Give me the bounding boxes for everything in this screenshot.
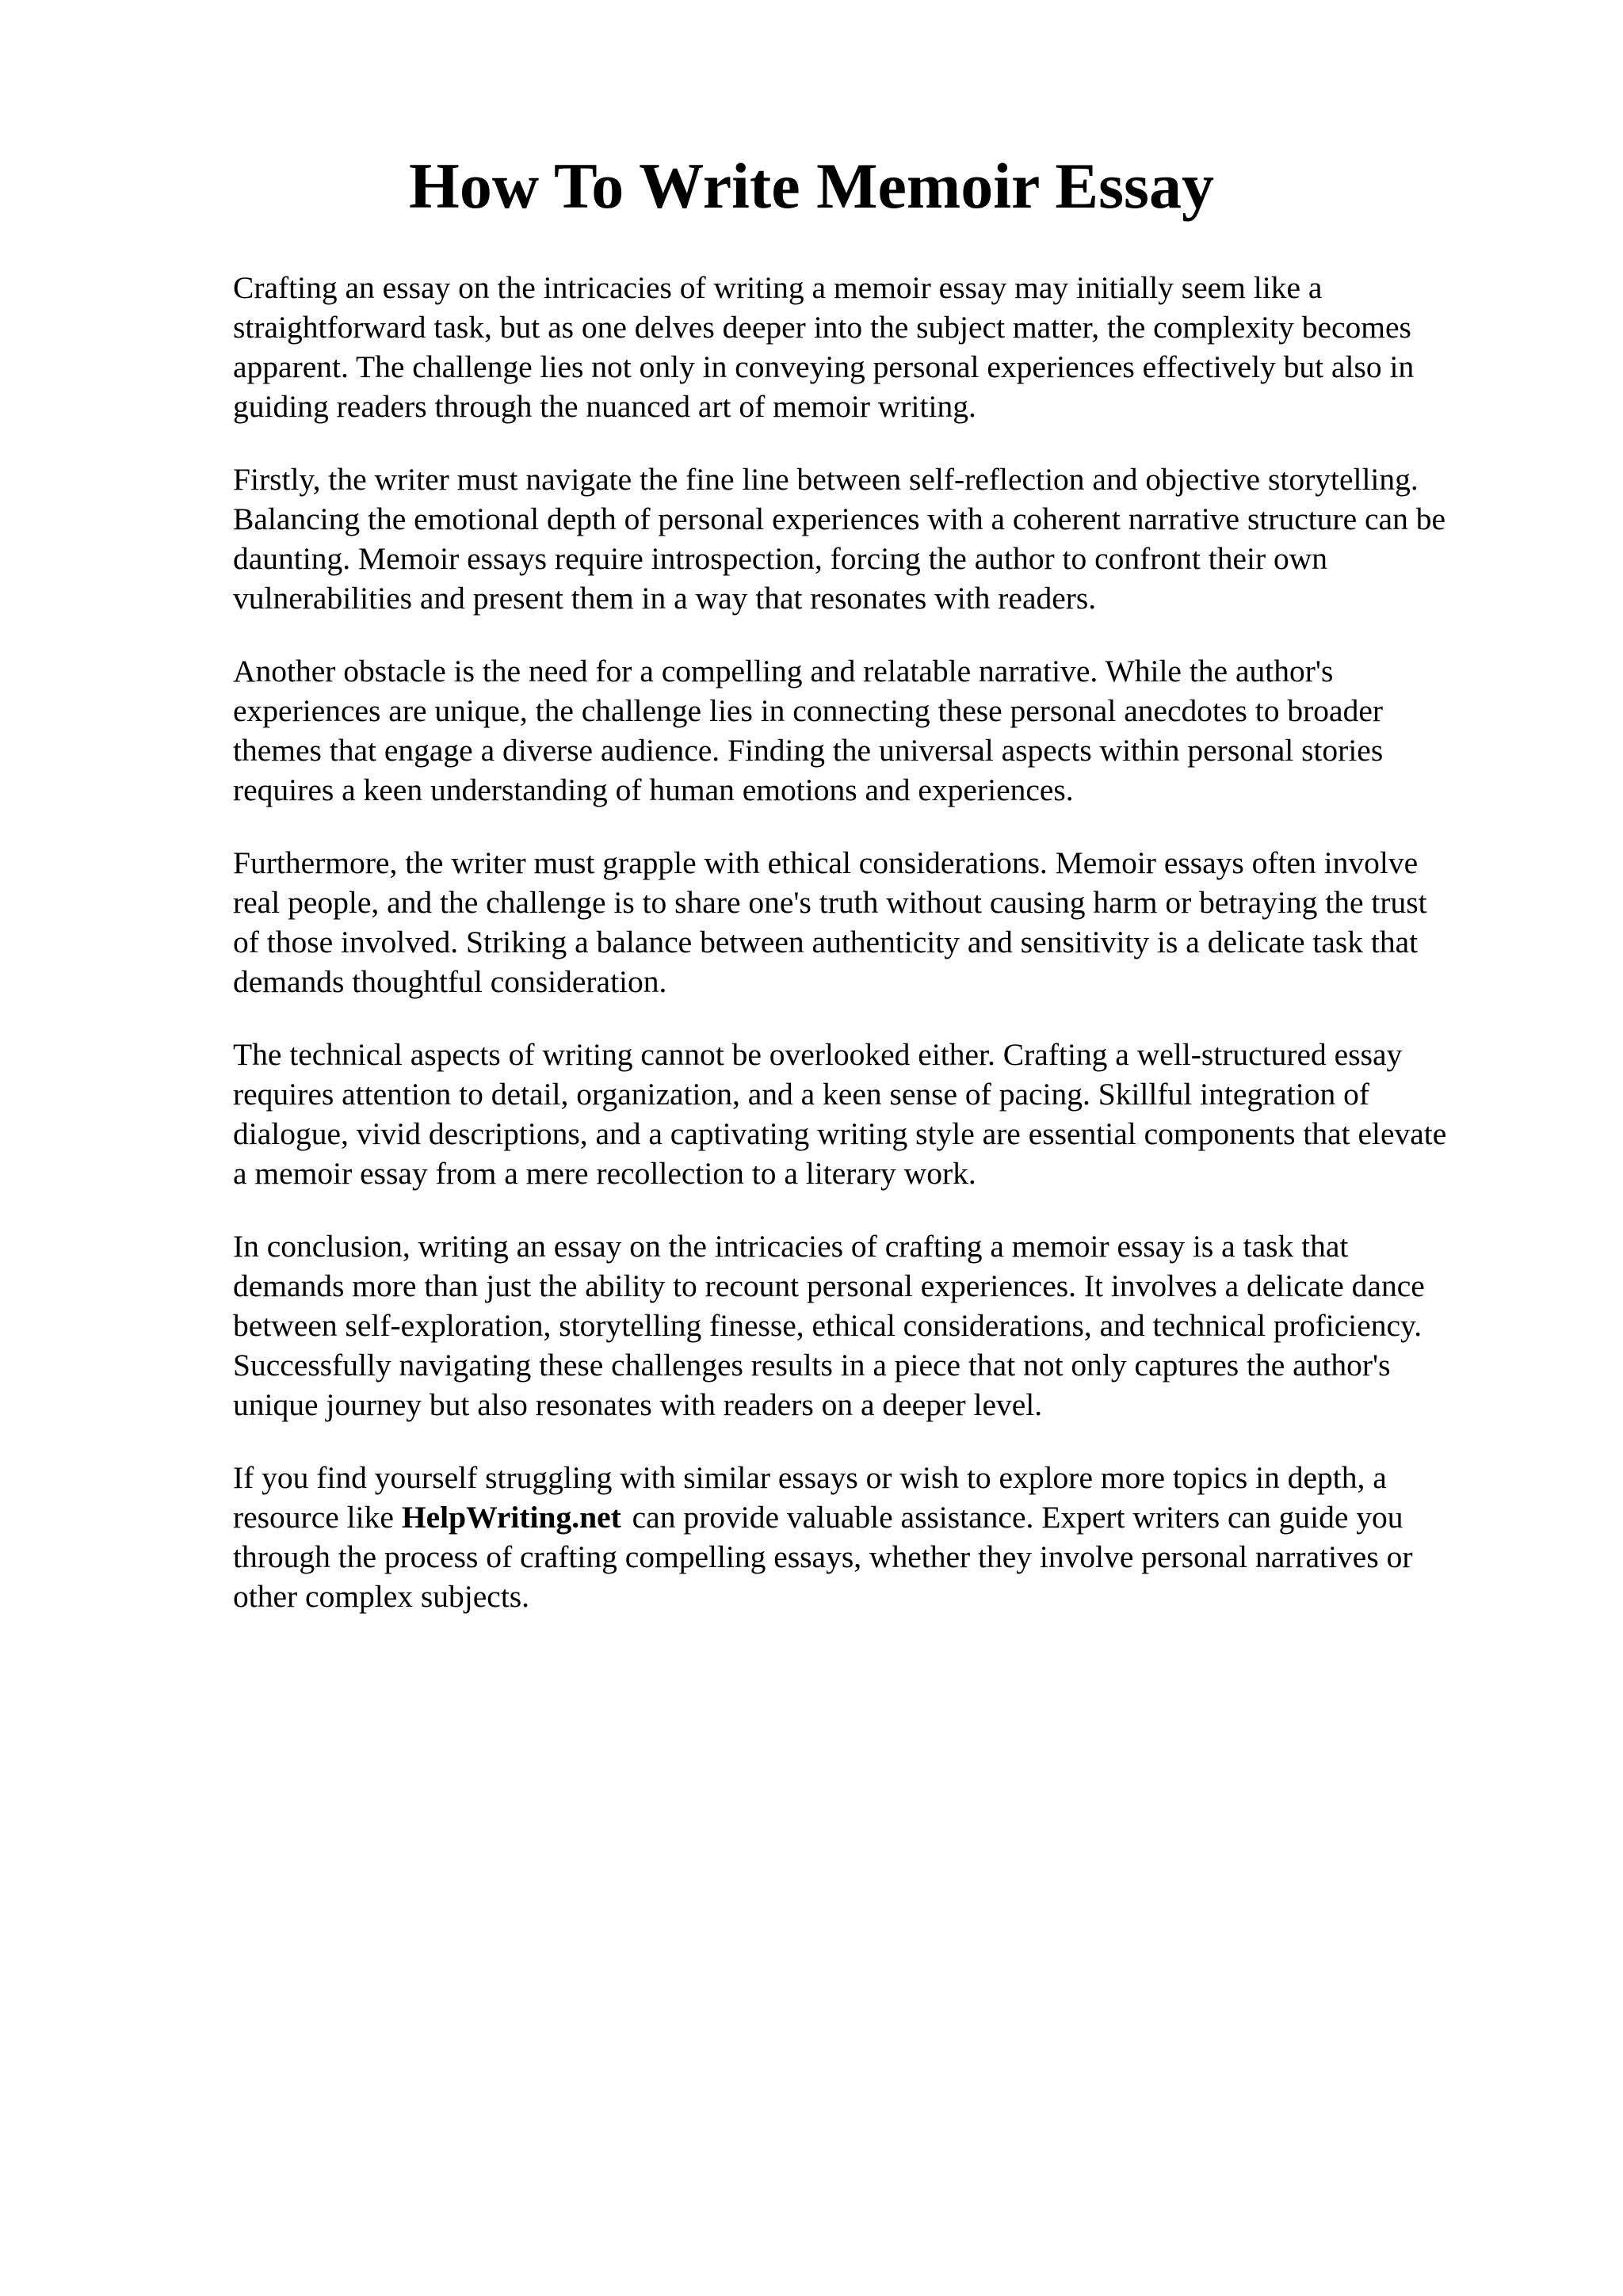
paragraph-line: of those involved. Striking a balance between authenticity and sensitivity is a delicate task that bbox=[233, 925, 1419, 959]
paragraph-line: demands thoughtful consideration. bbox=[233, 964, 667, 999]
paragraph-line: If you find yourself struggling with similar essays or wish to explore more topics in depth, a bbox=[233, 1460, 1387, 1495]
paragraph-list bbox=[233, 268, 1517, 1425]
paragraph-line: themes that engage a diverse audience. Finding the universal aspects within personal stories bbox=[233, 733, 1384, 768]
paragraph-line bbox=[233, 1497, 1517, 1537]
closing-text-after-link: can provide valuable assistance. Expert writers can guide you bbox=[632, 1500, 1403, 1535]
paragraph-line: Successfully navigating these challenges results in a piece that not only captures the author's bbox=[233, 1348, 1391, 1383]
paragraph-line: daunting. Memoir essays require introspection, forcing the author to confront their own bbox=[233, 541, 1328, 576]
body-paragraph bbox=[233, 460, 1517, 618]
paragraph-line: straightforward task, but as one delves deeper into the subject matter, the complexity becomes bbox=[233, 310, 1411, 345]
paragraph-line: Firstly, the writer must navigate the fine line between self-reflection and objective storytelling. bbox=[233, 462, 1419, 497]
document-body bbox=[233, 268, 1517, 1650]
helpwriting-brand-link[interactable]: HelpWriting.net bbox=[401, 1500, 621, 1535]
paragraph-line: requires attention to detail, organization, and a keen sense of pacing. Skillful integration of bbox=[233, 1077, 1370, 1112]
paragraph-line: apparent. The challenge lies not only in conveying personal experiences effectively but also in bbox=[233, 349, 1415, 384]
body-paragraph bbox=[233, 1035, 1517, 1193]
paragraph-line: Crafting an essay on the intricacies of writing a memoir essay may initially seem like a bbox=[233, 270, 1323, 305]
paragraph-line: The technical aspects of writing cannot be overlooked either. Crafting a well-structured essay bbox=[233, 1037, 1403, 1072]
body-paragraph bbox=[233, 268, 1517, 426]
body-paragraph bbox=[233, 651, 1517, 810]
paragraph-line: between self-exploration, storytelling finesse, ethical considerations, and technical proficiency. bbox=[233, 1308, 1423, 1343]
paragraph-line: Balancing the emotional depth of personal experiences with a coherent narrative structure can be bbox=[233, 502, 1445, 536]
body-paragraph bbox=[233, 843, 1517, 1001]
paragraph-line: requires a keen understanding of human emotions and experiences. bbox=[233, 772, 1074, 807]
closing-paragraph bbox=[233, 1458, 1517, 1616]
paragraph-line: experiences are unique, the challenge lies in connecting these personal anecdotes to broader bbox=[233, 693, 1384, 728]
paragraph-line: vulnerabilities and present them in a way that resonates with readers. bbox=[233, 581, 1097, 616]
paragraph-line: Another obstacle is the need for a compelling and relatable narrative. While the author's bbox=[233, 654, 1334, 688]
paragraph-line: other complex subjects. bbox=[233, 1579, 530, 1614]
paragraph-line: Furthermore, the writer must grapple with ethical considerations. Memoir essays often involve bbox=[233, 845, 1419, 880]
paragraph-line: guiding readers through the nuanced art of memoir writing. bbox=[233, 389, 976, 424]
paragraph-line: real people, and the challenge is to share one's truth without causing harm or betraying the trust bbox=[233, 885, 1427, 920]
paragraph-line: a memoir essay from a mere recollection to a literary work. bbox=[233, 1156, 976, 1191]
closing-text-before-link: resource like bbox=[233, 1500, 394, 1535]
paragraph-line: through the process of crafting compelling essays, whether they involve personal narratives or bbox=[233, 1539, 1413, 1574]
paragraph-line: dialogue, vivid descriptions, and a captivating writing style are essential components that elevate bbox=[233, 1116, 1447, 1151]
paragraph-line: In conclusion, writing an essay on the intricacies of crafting a memoir essay is a task that bbox=[233, 1229, 1349, 1264]
paragraph-line: demands more than just the ability to recount personal experiences. It involves a delicate dance bbox=[233, 1268, 1425, 1303]
paragraph-line: unique journey but also resonates with readers on a deeper level. bbox=[233, 1387, 1043, 1422]
document-title: How To Write Memoir Essay bbox=[409, 150, 1214, 222]
body-paragraph bbox=[233, 1226, 1517, 1425]
